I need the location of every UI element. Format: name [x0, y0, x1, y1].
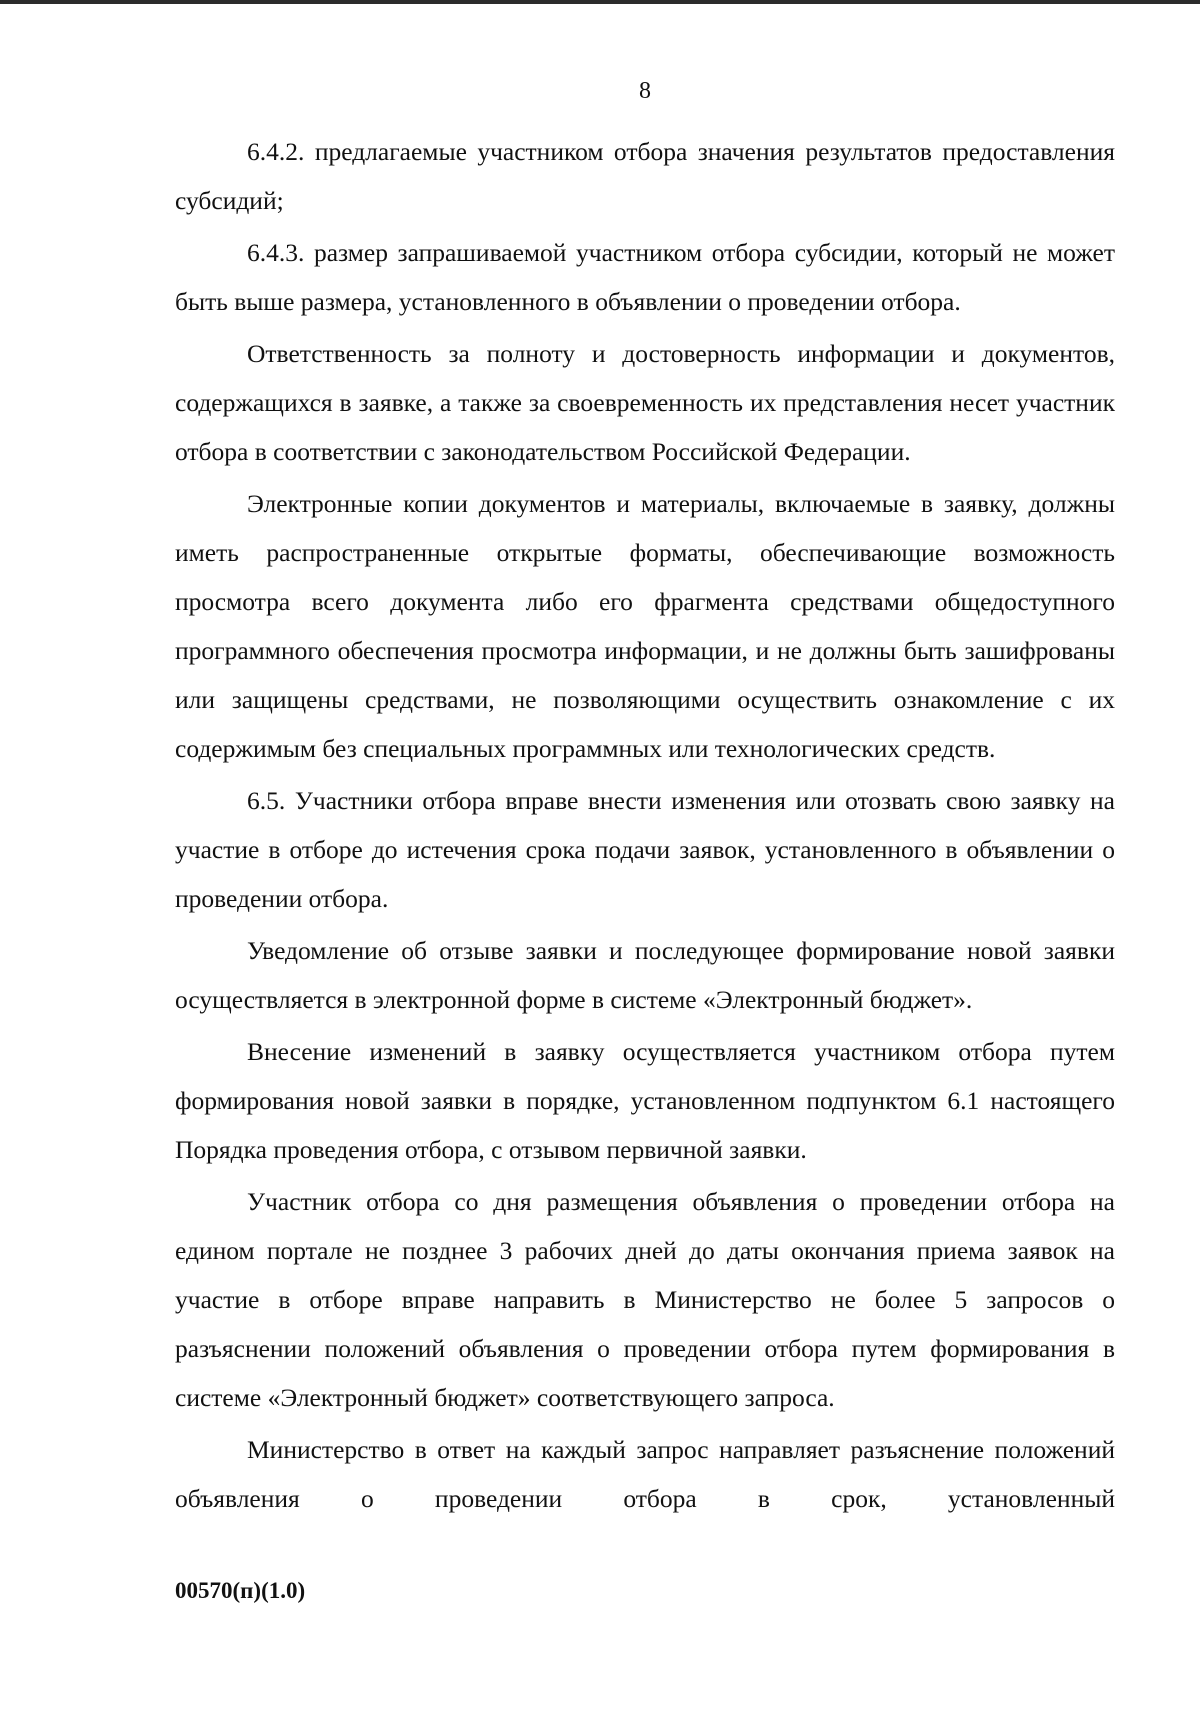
- paragraph-6-5: 6.5. Участники отбора вправе внести изменения или отозвать свою заявку на участие в отборе до истечения срока подачи заявок, установленного в объявлении о проведении отбора.: [175, 786, 1115, 913]
- page-top-edge: [0, 0, 1200, 4]
- paragraph-6-4-3: 6.4.3. размер запрашиваемой участником отбора субсидии, который не может быть выше размера, установленного в объявлении о проведении отбора.: [175, 238, 1115, 316]
- paragraph-application-changes: Внесение изменений в заявку осуществляется участником отбора путем формирования новой заявки в порядке, установленном подпунктом 6.1 настоящего Порядка проведения отбора, с отзывом первичной заявки.: [175, 1037, 1115, 1164]
- paragraph-clarification-requests: Участник отбора со дня размещения объявления о проведении отбора на едином портале не позднее 3 рабочих дней до даты окончания приема заявок на участие в отборе вправе направить в Министерство не более 5 запросов о разъяснении положений объявления о проведении отбора путем формирования в системе «Электронный бюджет» соответствующего запроса.: [175, 1187, 1115, 1412]
- paragraph-6-4-2: 6.4.2. предлагаемые участником отбора значения результатов предоставления субсидий;: [175, 137, 1115, 215]
- paragraph-withdrawal-notice: Уведомление об отзыве заявки и последующее формирование новой заявки осуществляется в электронной форме в системе «Электронный бюджет».: [175, 936, 1115, 1014]
- paragraph-ministry-response: Министерство в ответ на каждый запрос направляет разъяснение положений объявления о проведении отбора в срок, установленный: [175, 1435, 1115, 1513]
- paragraph-electronic-copies: Электронные копии документов и материалы, включаемые в заявку, должны иметь распространенные открытые форматы, обеспечивающие возможность просмотра всего документа либо его фрагмента средствами общедоступного программного обеспечения просмотра информации, и не должны быть зашифрованы или защищены средствами, не позволяющими осуществить ознакомление с их содержимым без специальных программных или технологических средств.: [175, 489, 1115, 763]
- document-code: 00570(п)(1.0): [175, 1578, 306, 1603]
- page-number: 8: [639, 78, 651, 104]
- document-body: [175, 127, 1115, 1526]
- paragraph-responsibility: Ответственность за полноту и достоверность информации и документов, содержащихся в заявке, а также за своевременность их представления несет участник отбора в соответствии с законодательством Российской Федерации.: [175, 339, 1115, 466]
